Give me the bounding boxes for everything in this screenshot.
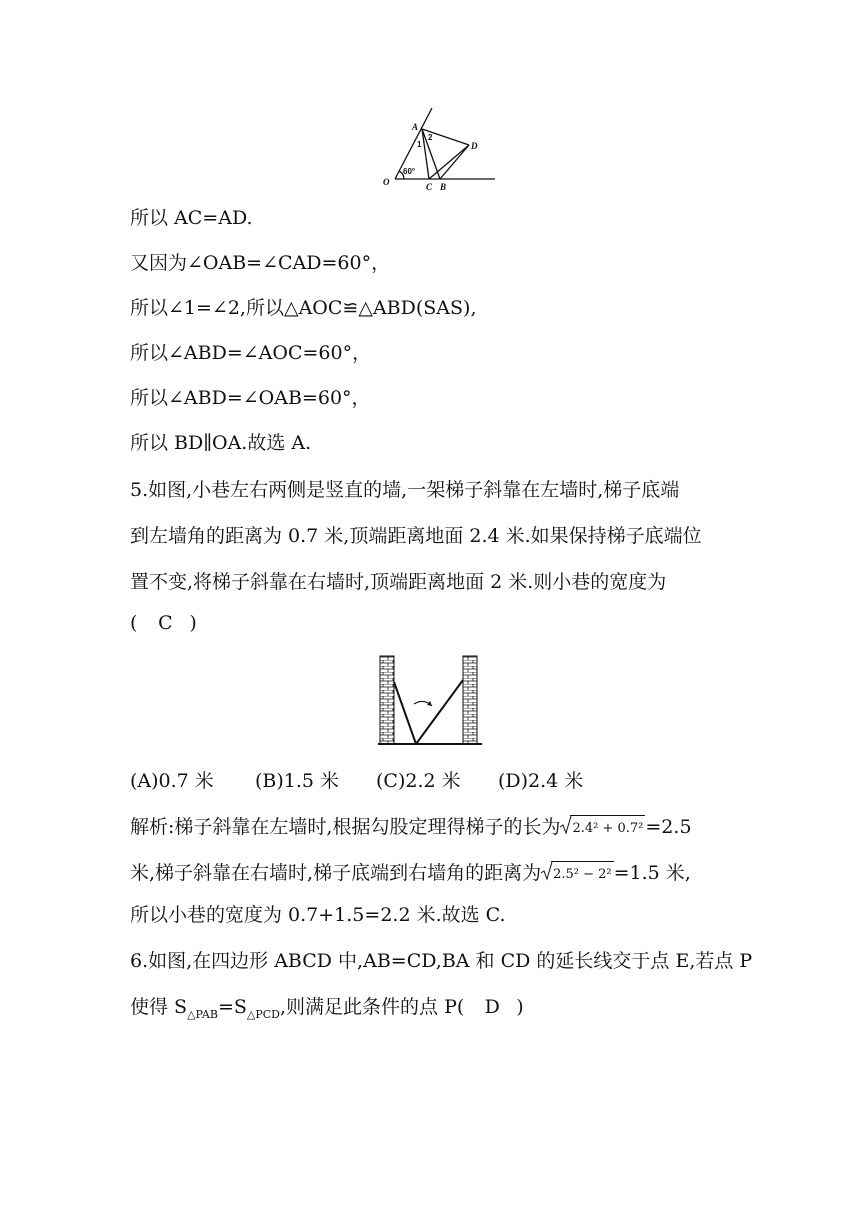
- square-root: 2.5² − 2²: [541, 861, 614, 888]
- question-5-answer: ( C ): [130, 612, 197, 634]
- label-d: D: [471, 141, 478, 151]
- text-line: 所以 BD∥OA.故选 A.: [130, 432, 312, 454]
- label-60-degrees: 60°: [403, 167, 416, 176]
- analysis-line: 米,梯子斜靠在右墙时,梯子底端到右墙角的距离为 2.5² − 2² =1.5 米,: [130, 860, 691, 888]
- label-angle-1: 1: [417, 140, 422, 149]
- label-o: O: [383, 177, 390, 187]
- text-line: 所以∠ABD=∠OAB=60°，: [130, 387, 371, 409]
- ladder-left: [394, 682, 416, 744]
- answer-letter: C: [158, 612, 173, 634]
- option-d: (D)2.4 米: [498, 770, 584, 792]
- ladder-right: [416, 680, 463, 744]
- option-a: (A)0.7 米: [130, 770, 214, 792]
- question-5-line: 置不变,将梯子斜靠在右墙时,顶端距离地面 2 米.则小巷的宽度为: [130, 571, 667, 593]
- label-angle-2: 2: [428, 133, 433, 142]
- option-c: (C)2.2 米: [376, 770, 461, 792]
- geometry-figure: [380, 104, 500, 194]
- segment-bd: [440, 145, 469, 179]
- answer-options: [130, 768, 583, 794]
- label-a: A: [412, 122, 419, 132]
- question-5-line: 到左墙角的距离为 0.7 米,顶端距离地面 2.4 米.如果保持梯子底端位: [130, 525, 702, 547]
- analysis-line: 解析:梯子斜靠在左墙时,根据勾股定理得梯子的长为 2.4² + 0.7² =2.5: [130, 814, 692, 842]
- label-b: B: [440, 182, 447, 192]
- text-line: 所以 AC=AD.: [130, 207, 253, 229]
- segment-cd: [429, 145, 469, 179]
- question-6-line: 使得 $S_{\triangle PAB}=S_{\triangle PCD}$,则满足此条件的点 P( D ): [130, 996, 524, 1021]
- square-root: 2.4² + 0.7²: [560, 815, 645, 842]
- text-line: 所以∠ABD=∠AOC=60°，: [130, 342, 372, 364]
- question-5-line: 5.如图,小巷左右两侧是竖直的墙,一架梯子斜靠在左墙时,梯子底端: [130, 479, 680, 501]
- left-wall: [380, 656, 394, 744]
- question-6-line: 6.如图,在四边形 ABCD 中,AB=CD,BA 和 CD 的延长线交于点 E,若点 P: [130, 950, 753, 972]
- label-c: C: [426, 182, 433, 192]
- analysis-line: 所以小巷的宽度为 0.7+1.5=2.2 米.故选 C.: [130, 904, 506, 926]
- text-line: 所以∠1=∠2,所以△AOC≌△ABD(SAS),: [130, 297, 477, 319]
- option-b: (B)1.5 米: [255, 770, 340, 792]
- answer-letter: D: [484, 996, 500, 1018]
- alley-ladder-figure: [378, 654, 482, 748]
- right-wall: [463, 656, 477, 744]
- text-line: 又因为∠OAB=∠CAD=60°，: [130, 252, 391, 274]
